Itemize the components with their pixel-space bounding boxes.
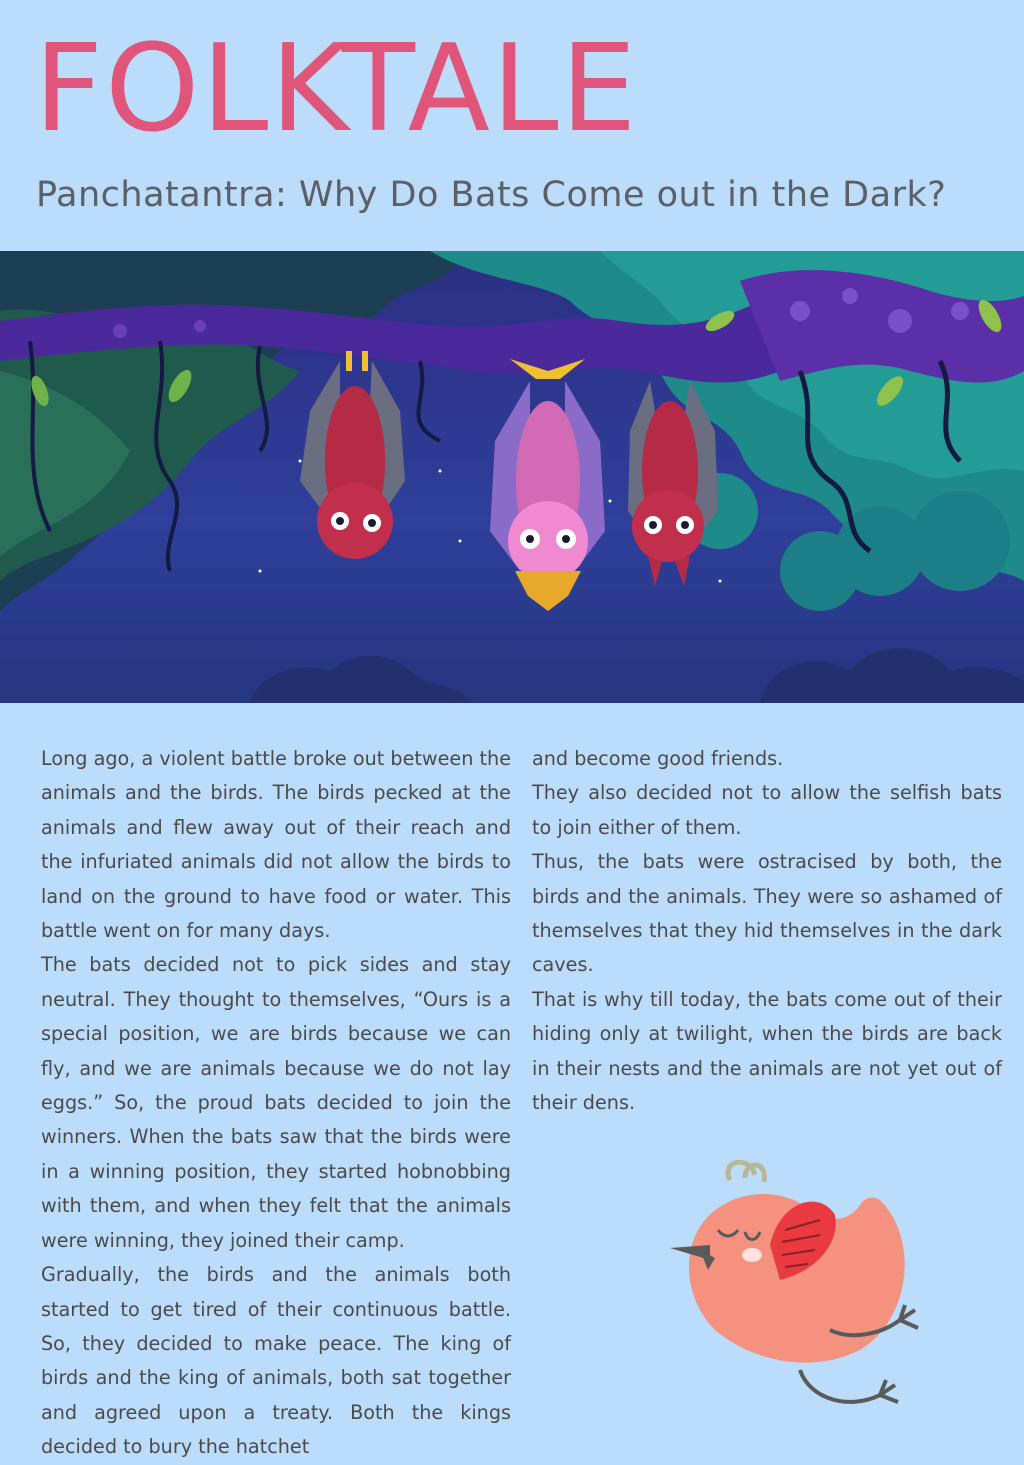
- story-right-column: [532, 742, 1002, 1120]
- pink-bird-icon: [660, 1160, 930, 1420]
- bird-illustration: [660, 1160, 930, 1420]
- story-paragraph: Thus, the bats were ostracised by both, the birds and the animals. They were so ashamed of themselves that they hid themselves in the dark caves.: [532, 850, 1002, 977]
- page-title: FOLKTALE: [34, 20, 639, 159]
- story-left-column: [41, 742, 511, 1465]
- page-subtitle: Panchatantra: Why Do Bats Come out in the Dark?: [36, 175, 947, 215]
- story-paragraph: and become good friends.: [532, 747, 784, 770]
- story-paragraph: Gradually, the birds and the animals both started to get tired of their continuous battle. So, they decided to make peace. The king of birds and the king of animals, both sat together and agreed upon a treaty. Both the kings decided to bury the hatchet: [41, 1263, 511, 1459]
- bats-illustration: [0, 251, 1024, 703]
- page-header: [0, 0, 1024, 250]
- story-paragraph: That is why till today, the bats come out of their hiding only at twilight, when the birds are back in their nests and the animals are not yet out of their dens.: [532, 987, 1002, 1115]
- story-paragraph: They also decided not to allow the selfish bats to join either of them.: [532, 781, 1002, 839]
- night-forest-scene: [0, 251, 1024, 703]
- story-paragraph: The bats decided not to pick sides and stay neutral. They thought to themselves, “Ours is a special position, we are birds because we can fly, and we are animals because we do not lay eggs.” So, the proud bats decided to join the winners. When the bats saw that the birds were in a winning position, they started hobnobbing with them, and when they felt that the animals were winning, they joined their camp.: [41, 953, 511, 1252]
- story-paragraph: Long ago, a violent battle broke out between the animals and the birds. The birds pecked at the animals and flew away out of their reach and the infuriated animals did not allow the birds to land on the ground to have food or water. This battle went on for many days.: [41, 747, 511, 943]
